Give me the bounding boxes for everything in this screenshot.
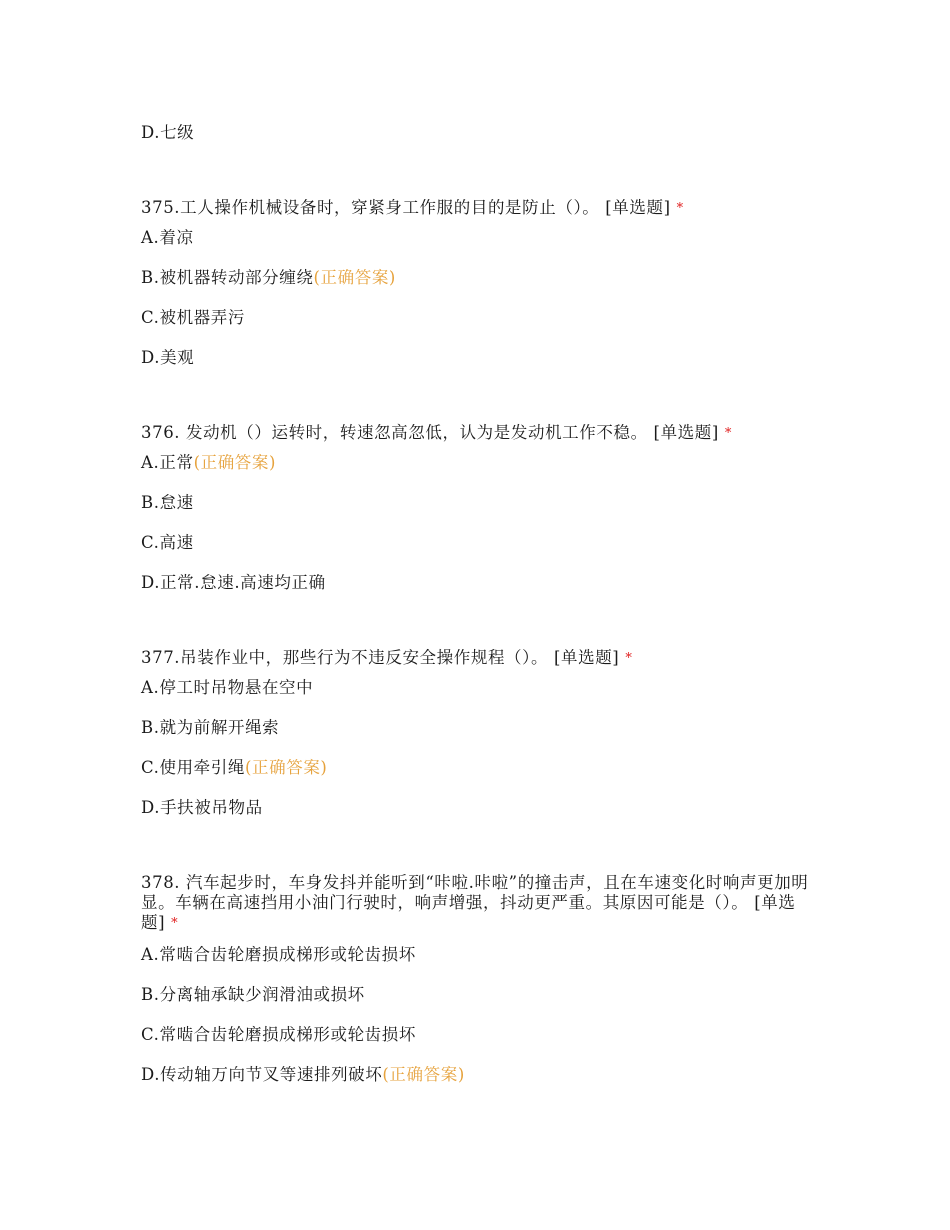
correct-answer-label: (正确答案): [382, 1065, 465, 1084]
q377-option-a: [141, 678, 313, 698]
required-marker: *: [676, 201, 684, 216]
q377-option-b: [141, 718, 279, 738]
question-type-tag: [单选题]: [141, 893, 796, 932]
q375-option-d: [141, 348, 194, 368]
option-text: D.正常.怠速.高速均正确: [141, 573, 326, 592]
q376-stem: [141, 423, 732, 445]
correct-answer-label: (正确答案): [244, 758, 328, 777]
q377-option-d: [141, 798, 263, 818]
q375-option-b: [141, 268, 396, 288]
option-text: D.七级: [141, 123, 195, 142]
option-text: B.怠速: [141, 493, 194, 512]
option-text: C.常啮合齿轮磨损成梯形或轮齿损坏: [141, 1025, 416, 1044]
question-text: 377.吊装作业中，那些行为不违反安全操作规程（）。: [141, 648, 549, 667]
option-text: B.就为前解开绳索: [141, 718, 280, 737]
option-text: D.美观: [141, 348, 195, 367]
question-type-tag: [单选题]: [653, 423, 719, 442]
option-text: A.常啮合齿轮磨损成梯形或轮齿损坏: [141, 945, 416, 964]
question-type-tag: [单选题]: [605, 198, 671, 217]
required-marker: *: [171, 916, 179, 931]
option-text: C.高速: [141, 533, 194, 552]
q377-option-c: [141, 758, 327, 778]
option-text: C.使用牵引绳: [141, 758, 245, 777]
q378-option-c: [141, 1025, 416, 1045]
option-text: A.着凉: [141, 228, 194, 247]
q376-option-a: [141, 453, 276, 473]
option-text: B.被机器转动部分缠绕: [141, 268, 314, 287]
option-text: B.分离轴承缺少润滑油或损坏: [141, 985, 365, 1004]
q378-option-d: [141, 1065, 465, 1085]
required-marker: *: [625, 651, 633, 666]
q378-stem: [141, 873, 816, 935]
q378-option-b: [141, 985, 365, 1005]
q377-stem: [141, 648, 632, 670]
q378-option-a: [141, 945, 416, 965]
question-text: 378. 汽车起步时，车身发抖并能听到“咔啦.咔啦”的撞击声，且在车速变化时响声更加明显。车辆在高速挡用小油门行驶时，响声增强，抖动更严重。其原因可能是（）。: [141, 873, 809, 912]
question-type-tag: [单选题]: [553, 648, 620, 667]
required-marker: *: [724, 426, 733, 441]
q376-option-b: [141, 493, 194, 513]
option-text: A.正常: [141, 453, 194, 472]
option-text: A.停工时吊物悬在空中: [141, 678, 314, 697]
q376-option-c: [141, 533, 194, 553]
q375-stem: [141, 198, 684, 220]
option-text: C.被机器弄污: [141, 308, 245, 327]
correct-answer-label: (正确答案): [193, 453, 277, 472]
q376-option-d: [141, 573, 326, 593]
correct-answer-label: (正确答案): [313, 268, 396, 287]
question-text: 375.工人操作机械设备时，穿紧身工作服的目的是防止（）。: [141, 198, 600, 217]
question-text: 376. 发动机（）运转时，转速忽高忽低，认为是发动机工作不稳。: [141, 423, 648, 442]
option-text: D.手扶被吊物品: [141, 798, 263, 817]
q375-option-c: [141, 308, 245, 328]
q374-option-d: [141, 123, 194, 143]
option-text: D.传动轴万向节叉等速排列破坏: [141, 1065, 383, 1084]
q375-option-a: [141, 228, 194, 248]
